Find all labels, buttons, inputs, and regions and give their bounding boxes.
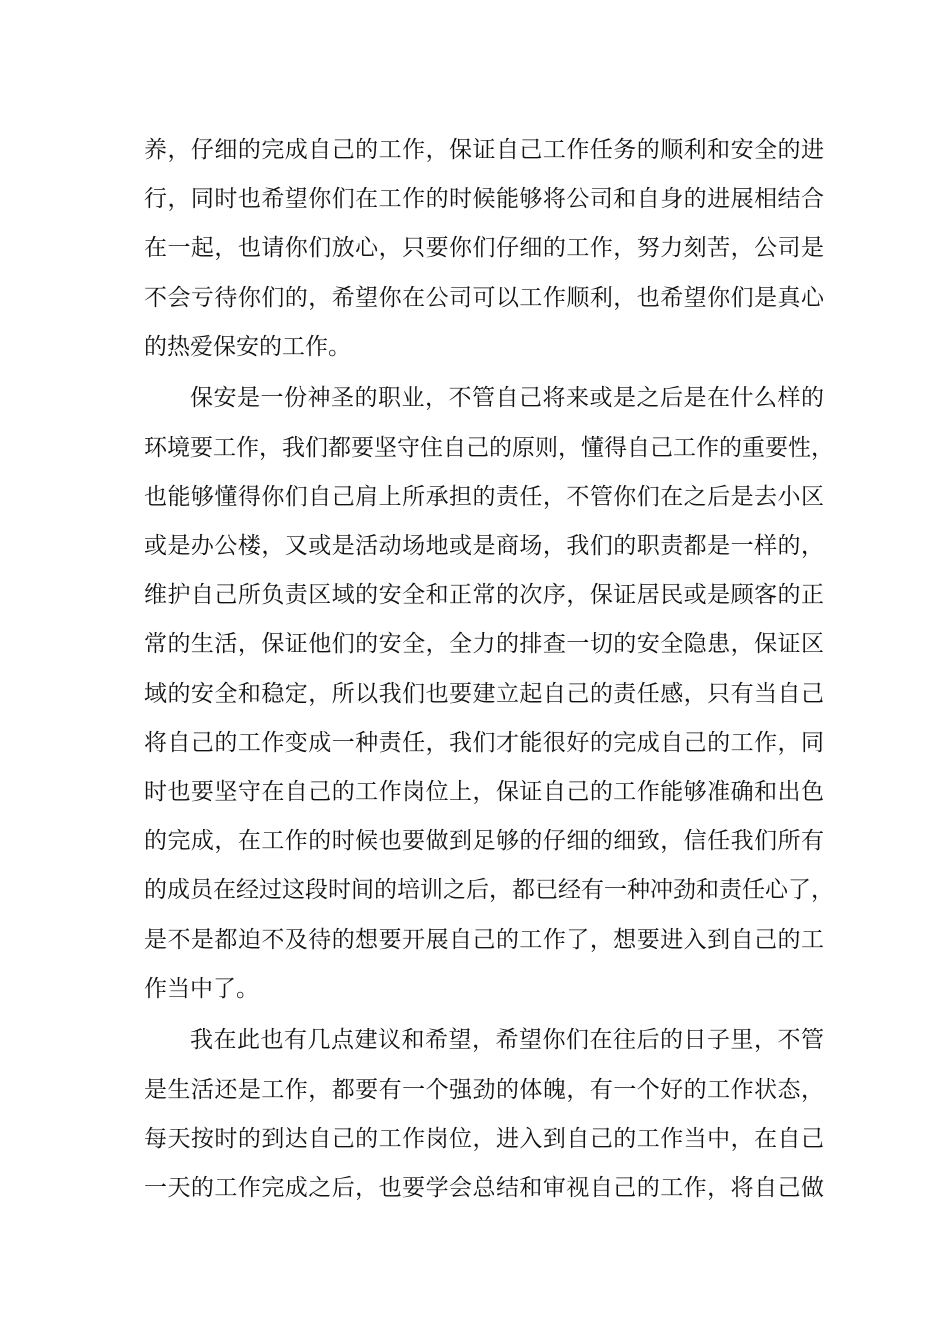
text-line: 也能够懂得你们自己肩上所承担的责任，不管你们在之后是去小区 <box>144 483 824 510</box>
paragraph-1 <box>144 126 824 372</box>
text-line: 的热爱保安的工作。 <box>144 333 351 360</box>
text-line: 养，仔细的完成自己的工作，保证自己工作任务的顺利和安全的进 <box>144 137 824 163</box>
text-line: 一天的工作完成之后，也要学会总结和审视自己的工作，将自己做 <box>144 1174 824 1201</box>
text-line: 域的安全和稳定，所以我们也要建立起自己的责任感，只有当自己 <box>144 680 824 707</box>
text-line: 或是办公楼，又或是活动场地或是商场，我们的职责都是一样的， <box>144 533 824 559</box>
text-line: 将自己的工作变成一种责任，我们才能很好的完成自己的工作，同 <box>144 729 824 756</box>
text-line: 环境要工作，我们都要坚守住自己的原则，懂得自己工作的重要性， <box>144 434 834 461</box>
paragraph-3 <box>144 1016 824 1213</box>
text-line: 我在此也有几点建议和希望，希望你们在往后的日子里，不管 <box>190 1027 824 1054</box>
text-line: 在一起，也请你们放心，只要你们仔细的工作，努力刻苦，公司是 <box>144 235 824 262</box>
text-line: 的完成，在工作的时候也要做到足够的仔细的细致，信任我们所有 <box>144 828 824 855</box>
text-line: 维护自己所负责区域的安全和正常的次序，保证居民或是顾客的正 <box>144 582 824 609</box>
text-line: 行，同时也希望你们在工作的时候能够将公司和自身的进展相结合 <box>144 186 824 213</box>
text-line: 不会亏待你们的，希望你在公司可以工作顺利，也希望你们是真心 <box>144 284 824 311</box>
text-line: 的成员在经过这段时间的培训之后，都已经有一种冲劲和责任心了， <box>144 877 834 904</box>
text-line: 作当中了。 <box>144 975 259 1002</box>
text-line: 保安是一份神圣的职业，不管自己将来或是之后是在什么样的 <box>190 385 824 412</box>
text-line: 每天按时的到达自己的工作岗位，进入到自己的工作当中，在自己 <box>144 1125 824 1152</box>
text-line: 是生活还是工作，都要有一个强劲的体魄，有一个好的工作状态， <box>144 1076 824 1103</box>
text-line: 是不是都迫不及待的想要开展自己的工作了，想要进入到自己的工 <box>144 926 824 953</box>
text-line: 常的生活，保证他们的安全，全力的排查一切的安全隐患，保证区 <box>144 631 824 658</box>
document-body <box>144 126 834 1213</box>
text-line: 时也要坚守在自己的工作岗位上，保证自己的工作能够准确和出色 <box>144 778 824 805</box>
paragraph-2 <box>144 374 834 1013</box>
